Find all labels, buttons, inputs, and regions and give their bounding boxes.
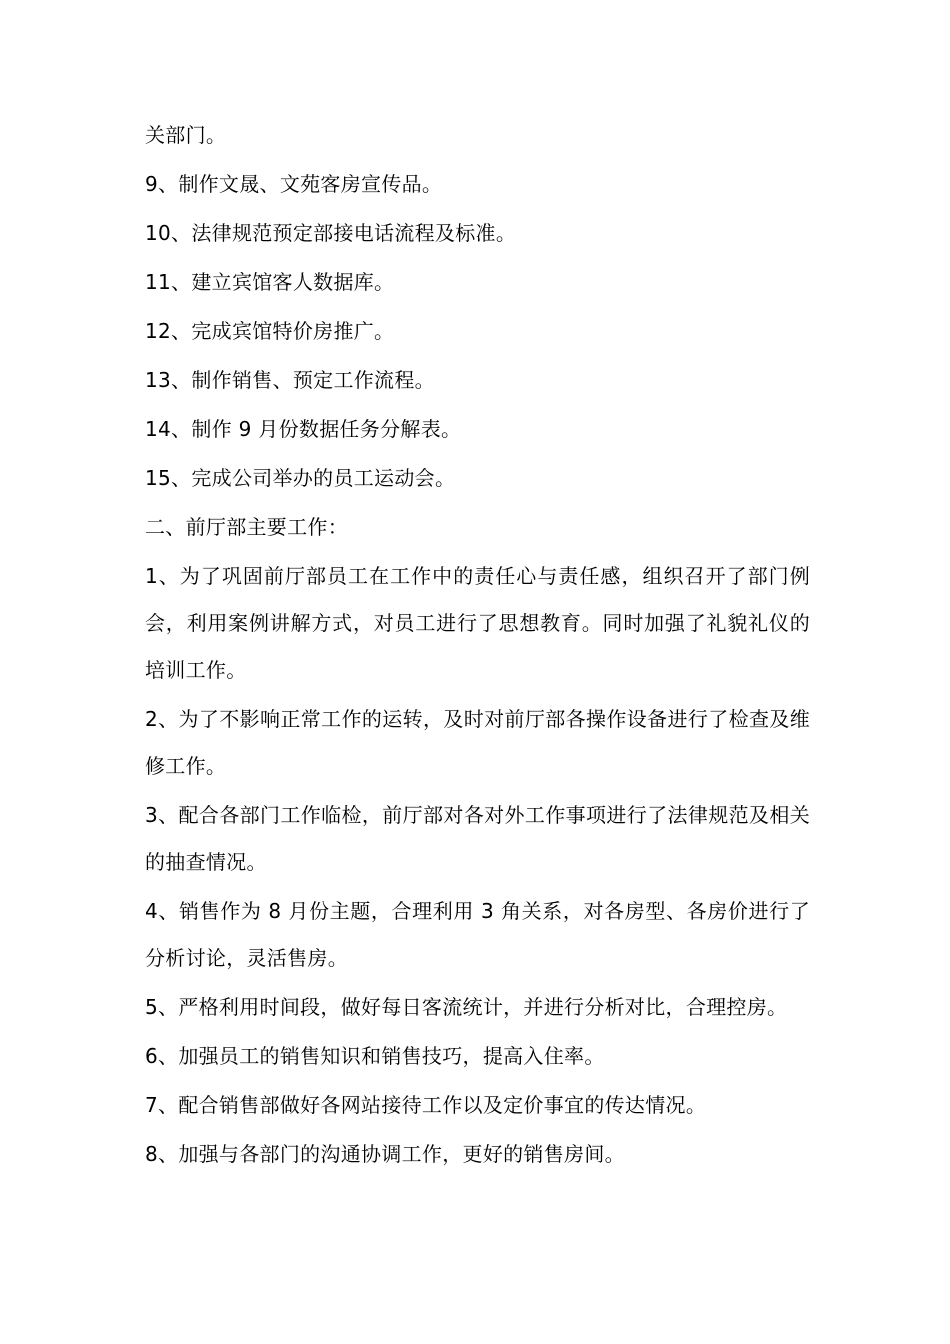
list-item-9: 9、制作文晟、文苑客房宣传品。 [145,172,443,196]
list-item-15: 15、完成公司举办的员工运动会。 [145,466,456,490]
front-desk-item-7: 7、配合销售部做好各网站接待工作以及定价事宜的传达情况。 [145,1093,707,1117]
list-item-12: 12、完成宾馆特价房推广。 [145,319,395,343]
front-desk-item-1: 1、为了巩固前厅部员工在工作中的责任心与责任感，组织召开了部门例会，利用案例讲解方式，对员工进行了思想教育。同时加强了礼貌礼仪的培训工作。 [145,564,810,682]
front-desk-item-2: 2、为了不影响正常工作的运转，及时对前厅部各操作设备进行了检查及维修工作。 [145,707,810,778]
front-desk-item-6: 6、加强员工的销售知识和销售技巧，提高入住率。 [145,1044,605,1068]
front-desk-item-8: 8、加强与各部门的沟通协调工作，更好的销售房间。 [145,1142,625,1166]
front-desk-item-3: 3、配合各部门工作临检，前厅部对各对外工作事项进行了法律规范及相关的抽查情况。 [145,803,810,874]
list-item-10: 10、法律规范预定部接电话流程及标准。 [145,221,517,245]
front-desk-item-4: 4、销售作为 8 月份主题，合理利用 3 角关系，对各房型、各房价进行了分析讨论，灵活售房。 [145,899,810,970]
document-body [145,112,810,1178]
section-heading-front-desk: 二、前厅部主要工作： [145,515,348,539]
list-item-14: 14、制作 9 月份数据任务分解表。 [145,417,462,441]
list-item-13: 13、制作销售、预定工作流程。 [145,368,435,392]
paragraph-continuation: 关部门。 [145,123,227,147]
list-item-11: 11、建立宾馆客人数据库。 [145,270,395,294]
front-desk-item-5: 5、严格利用时间段，做好每日客流统计，并进行分析对比，合理控房。 [145,995,788,1019]
